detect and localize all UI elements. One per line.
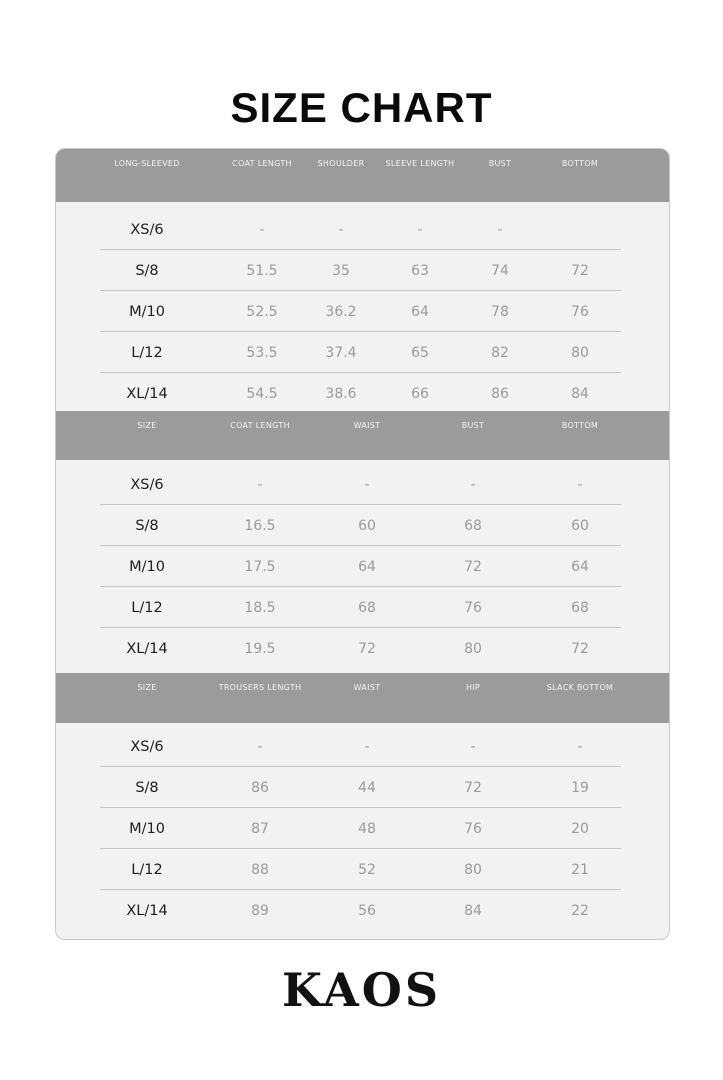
- table-row: [56, 726, 669, 767]
- column-header: HIP: [465, 683, 481, 692]
- measurement-cell: 78: [491, 303, 509, 320]
- measurement-cell: 44: [358, 779, 376, 796]
- table-row: [56, 546, 669, 587]
- table-row: [56, 291, 669, 332]
- measurement-cell: 16.5: [244, 517, 276, 534]
- measurement-cell: 68: [571, 599, 589, 616]
- size-label: XL/14: [126, 385, 168, 402]
- table-row: [56, 890, 669, 931]
- measurement-cell: -: [364, 476, 370, 493]
- brand-logo: KAOS: [281, 963, 442, 1017]
- measurement-cell: 21: [571, 861, 589, 878]
- measurement-cell: 80: [464, 640, 482, 657]
- column-header: WAIST: [353, 683, 381, 692]
- size-label: L/12: [131, 599, 163, 616]
- measurement-cell: 72: [358, 640, 376, 657]
- column-header: COAT LENGTH: [232, 159, 292, 168]
- measurement-cell: -: [577, 738, 583, 755]
- column-header: BUST: [461, 421, 485, 430]
- measurement-cell: 22: [571, 902, 589, 919]
- size-label: XL/14: [126, 902, 168, 919]
- measurement-cell: -: [577, 476, 583, 493]
- measurement-cell: 48: [358, 820, 376, 837]
- table-row: [56, 587, 669, 628]
- size-label: S/8: [135, 517, 159, 534]
- measurement-cell: 74: [491, 262, 509, 279]
- measurement-cell: -: [417, 221, 423, 238]
- measurement-cell: -: [259, 221, 265, 238]
- measurement-cell: 56: [358, 902, 376, 919]
- column-header: TROUSERS LENGTH: [218, 683, 302, 692]
- size-label: XS/6: [130, 221, 164, 238]
- size-label: XS/6: [130, 738, 164, 755]
- table-header-row: [56, 149, 669, 202]
- measurement-cell: 36.2: [325, 303, 357, 320]
- measurement-cell: 18.5: [244, 599, 276, 616]
- measurement-cell: 76: [464, 820, 482, 837]
- measurement-cell: 19.5: [244, 640, 276, 657]
- size-label: M/10: [129, 558, 165, 575]
- measurement-cell: -: [257, 738, 263, 755]
- measurement-cell: 19: [571, 779, 589, 796]
- measurement-cell: 51.5: [246, 262, 278, 279]
- measurement-cell: 72: [464, 779, 482, 796]
- measurement-cell: 86: [251, 779, 269, 796]
- table-row: [56, 250, 669, 291]
- size-label: L/12: [131, 861, 163, 878]
- measurement-cell: 72: [464, 558, 482, 575]
- measurement-cell: 72: [571, 640, 589, 657]
- table-header-row: [56, 673, 669, 723]
- measurement-cell: 87: [251, 820, 269, 837]
- column-header: SIZE: [137, 421, 157, 430]
- measurement-cell: -: [470, 476, 476, 493]
- size-label: M/10: [129, 820, 165, 837]
- table-row: [56, 767, 669, 808]
- size-chart-table: [55, 148, 670, 940]
- measurement-cell: 37.4: [325, 344, 357, 361]
- column-header: SLEEVE LENGTH: [385, 159, 455, 168]
- column-header: COAT LENGTH: [230, 421, 290, 430]
- table-row: [56, 849, 669, 890]
- measurement-cell: 89: [251, 902, 269, 919]
- size-label: L/12: [131, 344, 163, 361]
- measurement-cell: 52.5: [246, 303, 278, 320]
- measurement-cell: -: [497, 221, 503, 238]
- measurement-cell: 88: [251, 861, 269, 878]
- column-header: BOTTOM: [561, 421, 599, 430]
- size-label: XL/14: [126, 640, 168, 657]
- column-header: BOTTOM: [561, 159, 599, 168]
- table-header-row: [56, 411, 669, 460]
- size-label: M/10: [129, 303, 165, 320]
- measurement-cell: -: [338, 221, 344, 238]
- measurement-cell: 35: [332, 262, 350, 279]
- measurement-cell: 68: [358, 599, 376, 616]
- measurement-cell: 80: [571, 344, 589, 361]
- measurement-cell: 52: [358, 861, 376, 878]
- table-row: [56, 505, 669, 546]
- measurement-cell: -: [257, 476, 263, 493]
- measurement-cell: 86: [491, 385, 509, 402]
- measurement-cell: 60: [358, 517, 376, 534]
- size-label: S/8: [135, 779, 159, 796]
- column-header: BUST: [488, 159, 512, 168]
- table-row: [56, 628, 669, 669]
- measurement-cell: 20: [571, 820, 589, 837]
- measurement-cell: 76: [464, 599, 482, 616]
- measurement-cell: 80: [464, 861, 482, 878]
- table-row: [56, 332, 669, 373]
- measurement-cell: 66: [411, 385, 429, 402]
- measurement-cell: 72: [571, 262, 589, 279]
- measurement-cell: 64: [411, 303, 429, 320]
- measurement-cell: 60: [571, 517, 589, 534]
- table-row: [56, 808, 669, 849]
- page-title: SIZE CHART: [230, 84, 493, 131]
- measurement-cell: 76: [571, 303, 589, 320]
- table-row: [56, 209, 669, 250]
- measurement-cell: 54.5: [246, 385, 278, 402]
- column-header: LONG-SLEEVED: [114, 159, 180, 168]
- measurement-cell: 64: [358, 558, 376, 575]
- column-header: SIZE: [137, 683, 157, 692]
- table-row: [56, 373, 669, 414]
- measurement-cell: 65: [411, 344, 429, 361]
- measurement-cell: 68: [464, 517, 482, 534]
- measurement-cell: 63: [411, 262, 429, 279]
- measurement-cell: 38.6: [325, 385, 357, 402]
- measurement-cell: 82: [491, 344, 509, 361]
- measurement-cell: 53.5: [246, 344, 278, 361]
- size-label: XS/6: [130, 476, 164, 493]
- measurement-cell: -: [364, 738, 370, 755]
- column-header: WAIST: [353, 421, 381, 430]
- size-label: S/8: [135, 262, 159, 279]
- measurement-cell: 64: [571, 558, 589, 575]
- measurement-cell: 17.5: [244, 558, 276, 575]
- column-header: SHOULDER: [317, 159, 365, 168]
- measurement-cell: 84: [571, 385, 589, 402]
- measurement-cell: 84: [464, 902, 482, 919]
- table-row: [56, 464, 669, 505]
- measurement-cell: -: [470, 738, 476, 755]
- column-header: SLACK BOTTOM: [546, 683, 614, 692]
